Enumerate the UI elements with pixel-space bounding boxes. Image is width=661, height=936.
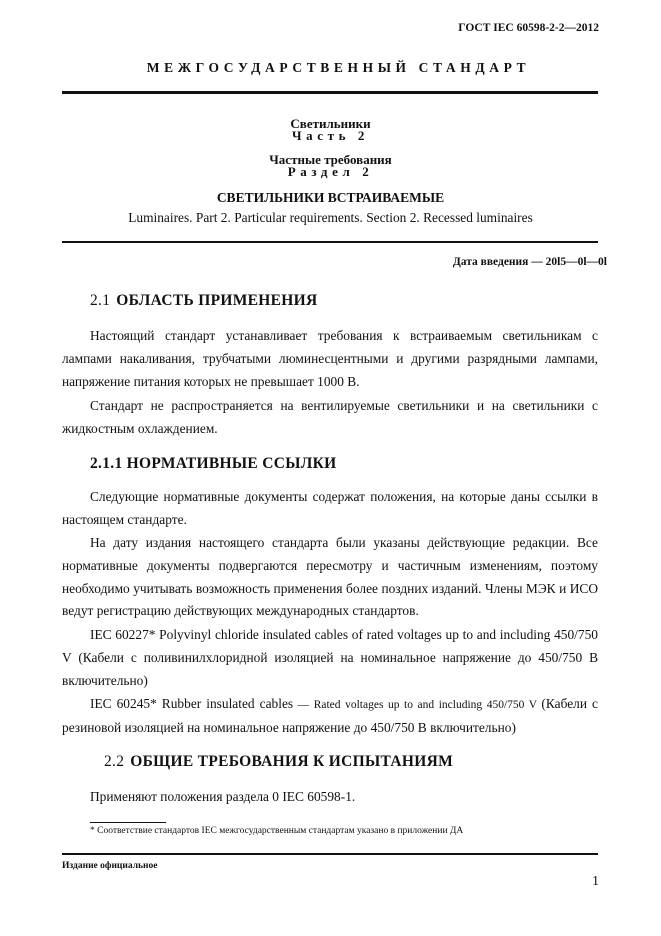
footnote: * Соответствие стандартов IEC межгосударственным стандартам указано в приложении ДА [90, 826, 464, 836]
footnote-rule [90, 822, 166, 823]
section-2-1-1-paragraph-iec60227: IEC 60227* Polyvinyl chloride insulated cables of rated voltages up to and including 450/750 V (Кабели с поливинилхлоридной изоляцией на номинальное напряжение до 450/750 В включительно) [62, 627, 598, 688]
title-english: Luminaires. Part 2. Particular requirements. Section 2. Recessed luminaires [128, 210, 533, 225]
section-2-1-1-paragraph-1: Следующие нормативные документы содержат положения, на которые даны ссылки в настоящем стандарте. [62, 489, 598, 527]
title-rule [62, 241, 598, 243]
section-2-1-1-paragraph-2: На дату издания настоящего стандарта были указаны действующие редакции. Все нормативные документы подвергаются пересмотру и частичным изменениям, поэтому необходимо учитывать возможность применения более поздних изданий. Члены МЭК и ИСО ведут регистрацию действующих международных стандартов. [62, 535, 598, 619]
section-2-1-title: ОБЛАСТЬ ПРИМЕНЕНИЯ [116, 292, 318, 309]
section-2-2-title: ОБЩИЕ ТРЕБОВАНИЯ К ИСПЫТАНИЯМ [130, 753, 453, 770]
title-particular-requirements: Частные требования [269, 152, 392, 167]
section-2-1-number: 2.1 [90, 292, 111, 309]
title-main: СВЕТИЛЬНИКИ ВСТРАИВАЕМЫЕ [216, 190, 445, 205]
section-2-1-1-heading: 2.1.1 НОРМАТИВНЫЕ ССЫЛКИ [90, 455, 337, 472]
standard-type-heading: МЕЖГОСУДАРСТВЕННЫЙ СТАНДАРТ [146, 60, 531, 75]
title-section: Раздел 2 [287, 164, 374, 179]
edition-label: Издание официальное [62, 861, 158, 871]
section-2-2-number: 2.2 [104, 753, 125, 770]
section-2-1-1-paragraph-iec60245: IEC 60245* Rubber insulated cables — Rated voltages up to and including 450/750 V (Кабели с резиновой изоляцией на номинальное напряжение до 450/750 В включительно) [62, 696, 598, 735]
section-2-1-paragraph-1: Настоящий стандарт устанавливает требования к встраиваемым светильникам с лампами накаливания, трубчатыми люминесцентными и другими разрядными лампами, напряжение питания которых не превышает 1000 В. [62, 328, 598, 389]
section-2-2-heading [104, 753, 453, 771]
section-2-1-paragraph-2: Стандарт не распространяется на вентилируемые светильники и на светильники с жидкостным охлаждением. [62, 398, 598, 436]
document-code: ГОСТ IEC 60598-2-2—2012 [458, 22, 599, 34]
top-rule [62, 91, 598, 94]
page-number: 1 [592, 874, 599, 889]
section-2-1-heading [90, 292, 317, 310]
section-2-2-paragraph-1: Применяют положения раздела 0 IEC 60598-1. [90, 789, 356, 804]
footer-rule [62, 853, 598, 855]
title-luminaires: Светильники [290, 116, 371, 131]
title-part: Часть 2 [291, 128, 370, 143]
introduction-date: Дата введения — 20l5—0l—0l [452, 256, 607, 268]
